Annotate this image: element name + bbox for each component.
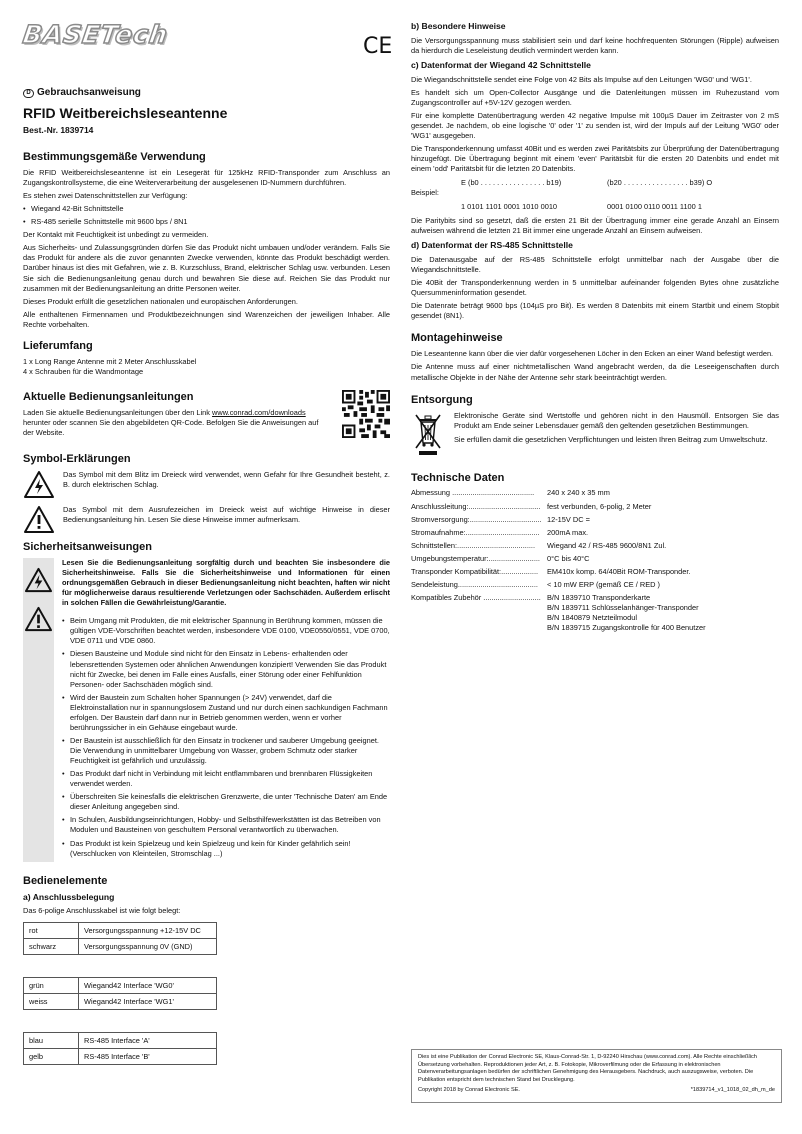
special-notes-heading: b) Besondere Hinweise [411, 21, 506, 31]
wiegand-section [411, 60, 779, 237]
manuals-text: Laden Sie aktuelle Bedienungsanleitungen über den Link www.conrad.com/downloads herunter oder scannen Sie den abgebildeten QR-Code. Befolgen Sie die Anweisungen auf der Website. [23, 407, 319, 437]
paragraph: Die RFID Weitbereichsleseantenne ist ein Lesegerät für 125kHz RFID-Transponder zum Anschluss an Zugangskontrollsysteme, die eine Weiterverarbeitung der ausgelesenen ID-Nummern durchführen. [23, 167, 390, 188]
paragraph: Dieses Produkt erfüllt die gesetzlichen nationalen und europäischen Anforderungen. [23, 296, 298, 306]
list-item: • RS-485 serielle Schnittstelle mit 9600 bps / 8N1 [23, 217, 390, 227]
list-item: • Wird der Baustein zum Schalten hoher Spannungen (> 24V) verwendet, darf die Elektroinstallation nur in spannungslosem Zustand und nur durch einen sachkundigen Fachmann erfolgen. Der Baustein darf dann nur in Betrieb genommen werden, wenn er vorher berührungssicher in ein Gehäuse eingebaut wurde. [62, 693, 390, 733]
pinout-subheading: a) Anschlussbelegung [23, 891, 115, 902]
paragraph: Die Versorgungsspannung muss stabilisiert sein und darf keine hochfrequenten Störungen (Ripple) aufweisen da hierdurch die Leseleistung deutlich vermindert werden kann. [411, 35, 779, 55]
exclamation-warning-icon [23, 505, 55, 534]
table-row: weiss Wiegand42 Interface 'WG1' [24, 994, 217, 1010]
pinout-table-power [23, 922, 217, 955]
ce-mark: CE [363, 34, 393, 59]
list-item: • In Schulen, Ausbildungseinrichtungen, Hobby- und Selbsthilfewerkstätten ist das Betreiben von Modulen und Bausteinen von geschultem Personal verantwortlich zu überwachen. [62, 815, 390, 835]
list-item: 4 x Schrauben für die Wandmontage [23, 366, 144, 376]
page-title: RFID Weitbereichsleseantenne [23, 105, 228, 121]
imprint-box [411, 1049, 782, 1103]
rs485-heading: d) Datenformat der RS-485 Schnittstelle [411, 240, 573, 251]
list-item: • Das Produkt darf nicht in Verbindung mit leicht entflammbaren und brennbaren Flüssigkeiten verwendet werden. [62, 769, 390, 789]
imprint-text: Dies ist eine Publikation der Conrad Electronic SE, Klaus-Conrad-Str. 1, D-92240 Hirschau (www.conrad.com). Alle Rechte einschließlich Übersetzung vorbehalten. Reproduktionen jeder Art, z. B. Fotokopie, Mikroverfilmung oder die Erfassung in elektronischen Datenverarbeitungsanlagen bedürfen der schriftlichen Genehmigung des Herausgebers. Nachdruck, auch auszugsweise, verboten. Die Publikation entspricht dem technischen Stand bei Drucklegung. [418, 1054, 757, 1083]
paragraph: Die Leseantenne kann über die vier dafür vorgesehenen Löcher in den Ecken an einer Wand befestigt werden. [411, 349, 774, 359]
rs485-section [411, 240, 779, 321]
pinout-table-wiegand [23, 977, 217, 1010]
pinout-table-rs485 [23, 1032, 217, 1065]
disposal-heading: Entsorgung [411, 393, 473, 406]
exclamation-warning-icon [23, 605, 54, 633]
paragraph: Die 40Bit der Transponderkennung werden in 5 unmittelbar aufeinander folgenden Bytes ohne zusätzliche Quersummeninformation gesendet. [411, 278, 779, 298]
safety-intro: Lesen Sie die Bedienungsanleitung sorgfältig durch und beachten Sie insbesondere die Sicherheitshinweise. Falls Sie die Sicherheitshinweise und Informationen für einen ordnungsgemäßen Gebrauch in dieser Bedienungsanleitung nicht beachten, haften wir nicht für möglicherweise daraus resultierende Verletzungen oder Sachschäden. Außerdem erlischt in solchen Fällen die Gewährleistung/Garantie. [62, 557, 390, 608]
document-code: *1839714_v1_1018_02_dh_m_de [690, 1087, 775, 1094]
list-item: • Der Baustein ist ausschließlich für den Einsatz in trockener und sauberer Umgebung geeignet. Die Verwendung in unmittelbarer Umgebung von Wasser, grobem Schmutz oder starker Feuchtigkeit ist gefährlich und unzulässig. [62, 736, 390, 766]
order-number: Best.-Nr. 1839714 [23, 125, 94, 135]
list-item: B/N 1839711 Schlüsselanhänger-Transponder [547, 603, 699, 613]
downloads-link[interactable]: www.conrad.com/downloads [212, 407, 306, 417]
delivery-section [23, 339, 390, 377]
exclamation-description: Das Symbol mit dem Ausrufezeichen im Dreieck weist auf wichtige Hinweise in dieser Bedienungsanleitung hin. Lesen Sie diese Hinweise immer aufmerksam. [63, 505, 390, 525]
paragraph: Alle enthaltenen Firmennamen und Produktbezeichnungen sind Warenzeichen der jeweiligen Inhaber. Alle Rechte vorbehalten. [23, 309, 390, 329]
operating-instructions-icon: D [23, 89, 34, 98]
list-item: 1 x Long Range Antenne mit 2 Meter Anschlusskabel [23, 356, 197, 366]
mounting-section [411, 331, 779, 382]
paragraph: Die Transponderkennung umfasst 40Bit und es werden zwei Paritätsbits zur Überprüfung der Datenübertragung hinzugefügt. Die Übertragung beginnt mit einem 'even' Paritätsbit für die ersten 20 Datenbits und endet mit einem 'odd' Paritätsbit für die letzten 20 Datenbits. [411, 143, 779, 173]
lightning-warning-icon [23, 566, 54, 594]
controls-heading: Bedienelemente [23, 874, 108, 887]
paragraph: Es handelt sich um Open-Collector Ausgänge und die Datenleitungen müssen im Ruhezustand vom Zugangscontroller auf +5V-12V gezogen werden. [411, 87, 779, 107]
spec-row: Anschlussleitung:................................... fest verbunden, 6-polig, 2 Meter [411, 501, 652, 511]
symbols-section [23, 452, 390, 534]
tech-section [411, 471, 779, 634]
paragraph: Das 6-polige Anschlusskabel ist wie folgt belegt: [23, 906, 181, 916]
list-item: B/N 1839715 Zugangskontrolle für 400 Benutzer [547, 623, 706, 633]
spec-row: Stromversorgung:................................... 12-15V DC = [411, 514, 590, 524]
paragraph: Die Datenausgabe auf der RS-485 Schnittstelle erfolgt unmittelbar nach der Ausgabe über die Wiegandschnittstelle. [411, 255, 779, 275]
safety-section [23, 540, 390, 862]
symbol-row [23, 470, 390, 499]
delivery-heading: Lieferumfang [23, 339, 93, 352]
lightning-warning-icon [23, 470, 55, 499]
wiegand-example-header: E (b0 . . . . . . . . . . . . . . . . b19) (b20 . . . . . . . . . . . . . . . . b39) O [461, 178, 713, 188]
paragraph: Es stehen zwei Datenschnittstellen zur Verfügung: [23, 191, 188, 201]
list-item: • Überschreiten Sie keinesfalls die elektrischen Grenzwerte, die unter 'Technische Daten' am Ende dieser Anleitung angegeben sind. [62, 792, 390, 812]
paragraph: Sie erfüllen damit die gesetzlichen Verpflichtungen und leisten Ihren Beitrag zum Umweltschutz. [454, 434, 768, 444]
mounting-heading: Montagehinweise [411, 332, 503, 345]
paragraph: Die Paritybits sind so gesetzt, daß die ersten 21 Bit der Übertragung immer eine gerade Anzahl an Einsern aufweisen während die letzten 21 Bit immer eine ungerade Anzahl an Einsern aufweisen. [411, 216, 779, 236]
intended-use-heading: Bestimmungsgemäße Verwendung [23, 151, 206, 163]
list-item: • Das Produkt ist kein Spielzeug und kein Spielzeug und kein für Kinder gefährlich sein! (Verschlucken von Kleinteilen, Stromschlag ...) [62, 839, 390, 859]
doc-type: D Gebrauchsanweisung [23, 86, 141, 100]
wiegand-example-label: Beispiel: [411, 188, 439, 198]
list-item: • Beim Umgang mit Produkten, die mit elektrischer Spannung in Berührung kommen, müssen die gültigen VDE-Vorschriften beachtet werden, insbesondere VDE 0100, VDE0550/0551, VDE 0700, VDE 0711 und VDE 0860. [62, 616, 390, 646]
paragraph: Die Datenrate beträgt 9600 bps (104µS pro Bit). Es werden 8 Datenbits mit einem Startbit und einem Stopbit gesendet (8N1). [411, 301, 779, 321]
spec-row: Umgebungstemperatur:......................... 0°C bis 40°C [411, 553, 590, 563]
spec-row-accessories: Kompatibles Zubehör ............................ B/N 1839710 Transponderkarte B/N 1839711 Schlüsselanhänger-Transponder B/N 1840879 Netzteilmodul B/N 1839715 Zugangskontrolle für 400 Benutzer [411, 593, 779, 633]
paragraph: Elektronische Geräte sind Wertstoffe und gehören nicht in den Hausmüll. Entsorgen Sie das Produkt am Ende seiner Lebensdauer gemäß den geltenden gesetzlichen Bestimmungen. [454, 410, 779, 430]
table-row: blau RS-485 Interface 'A' [24, 1033, 217, 1049]
list-item: B/N 1839710 Transponderkarte [547, 592, 651, 602]
safety-sidebar [23, 558, 54, 862]
spec-row: Schnittstellen:...................................... Wiegand 42 / RS-485 9600/8N1 Zul. [411, 540, 667, 550]
spec-row: Transponder Kompatibilität:.................. EM410x komp. 64/40Bit ROM-Transponder. [411, 566, 691, 576]
safety-heading: Sicherheitsanweisungen [23, 541, 152, 553]
paragraph: Der Kontakt mit Feuchtigkeit ist unbedingt zu vermeiden. [23, 230, 209, 240]
table-row: grün Wiegand42 Interface 'WG0' [24, 978, 217, 994]
crossed-bin-icon [411, 411, 445, 457]
paragraph: Die Antenne muss auf einer nichtmetallischen Wand angebracht werden, da die Leseeigenschaften durch metallische Objekte in der Nähe der Antenne sehr stark beeinträchtigt werden. [411, 362, 779, 382]
paragraph: Aus Sicherheits- und Zulassungsgründen dürfen Sie das Produkt nicht umbauen und/oder verändern. Falls Sie das Produkt für andere als die zuvor genannten Zwecke verwenden, könnte das Produkt beschädigt werden. Darüber hinaus ist dies mit Gefahren, wie z. B. Kurzschluss, Brand, elektrischer Schlag usw. verbunden. Lesen Sie sich die Bedienungsanleitung genau durch und bewahren Sie diese auf. Reichen Sie das Produkt nur zusammen mit der Bedienungsanleitung an dritte Personen weiter. [23, 243, 390, 293]
left-column [23, 150, 390, 1065]
symbols-heading: Symbol-Erklärungen [23, 453, 131, 466]
right-column [411, 21, 779, 636]
qr-code-icon [342, 390, 390, 438]
copyright: Copyright 2018 by Conrad Electronic SE. [418, 1087, 520, 1094]
list-item: B/N 1840879 Netzteilmodul [547, 613, 637, 623]
wiegand-example-values: 1 0101 1101 0001 1010 0010 0001 0100 0110 0011 1100 1 [461, 202, 702, 212]
manuals-section [23, 390, 390, 438]
wiegand-heading: c) Datenformat der Wiegand 42 Schnittstelle [411, 59, 591, 70]
lightning-description: Das Symbol mit dem Blitz im Dreieck wird verwendet, wenn Gefahr für Ihre Gesundheit besteht, z. B. durch elektrischen Schlag. [63, 470, 390, 490]
paragraph: Die Wiegandschnittstelle sendet eine Folge von 42 Bits als Impulse auf den Leitungen 'WG0' und 'WG1'. [411, 74, 752, 84]
brand-logo: BASETech [21, 20, 170, 49]
manuals-heading: Aktuelle Bedienungsanleitungen [23, 390, 194, 403]
table-row: gelb RS-485 Interface 'B' [24, 1049, 217, 1065]
spec-row: Sendeleistung....................................... < 10 mW ERP (gemäß CE / RED ) [411, 579, 661, 589]
list-item: • Diesen Bausteine und Module sind nicht für den Einsatz in Lebens- erhaltenden oder lebensrettenden Systemen oder ähnlichen Anwendungen konzipiert! Verwenden Sie das Produkt nicht für Zwecke, bei denen im Falle eines Ausfalls, einer Störung oder einer Fehlfunktion Personen- oder Sachschäden möglich sind. [62, 649, 390, 689]
disposal-section [411, 393, 779, 457]
paragraph: Für eine komplette Datenübertragung werden 42 negative Impulse mit 100µS Dauer im Zeitraster von 2 mS gesendet. Je nachdem, ob eine logische '0' oder '1' zu senden ist, wird der Impuls auf der Leitung 'WG0' oder 'WG1' ausgegeben. [411, 110, 779, 140]
table-row: schwarz Versorgungsspannung 0V (GND) [24, 939, 217, 955]
special-notes-section [411, 21, 779, 56]
intended-use-section [23, 150, 390, 330]
controls-section [23, 874, 390, 1066]
spec-row: Stromaufnahme:.................................... 200mA max. [411, 527, 589, 537]
symbol-row [23, 505, 390, 534]
tech-heading: Technische Daten [411, 471, 505, 484]
spec-row: Abmessung ........................................ 240 x 240 x 35 mm [411, 488, 610, 498]
table-row: rot Versorgungsspannung +12-15V DC [24, 923, 217, 939]
list-item: • Wiegand 42-Bit Schnittstelle [23, 204, 390, 214]
